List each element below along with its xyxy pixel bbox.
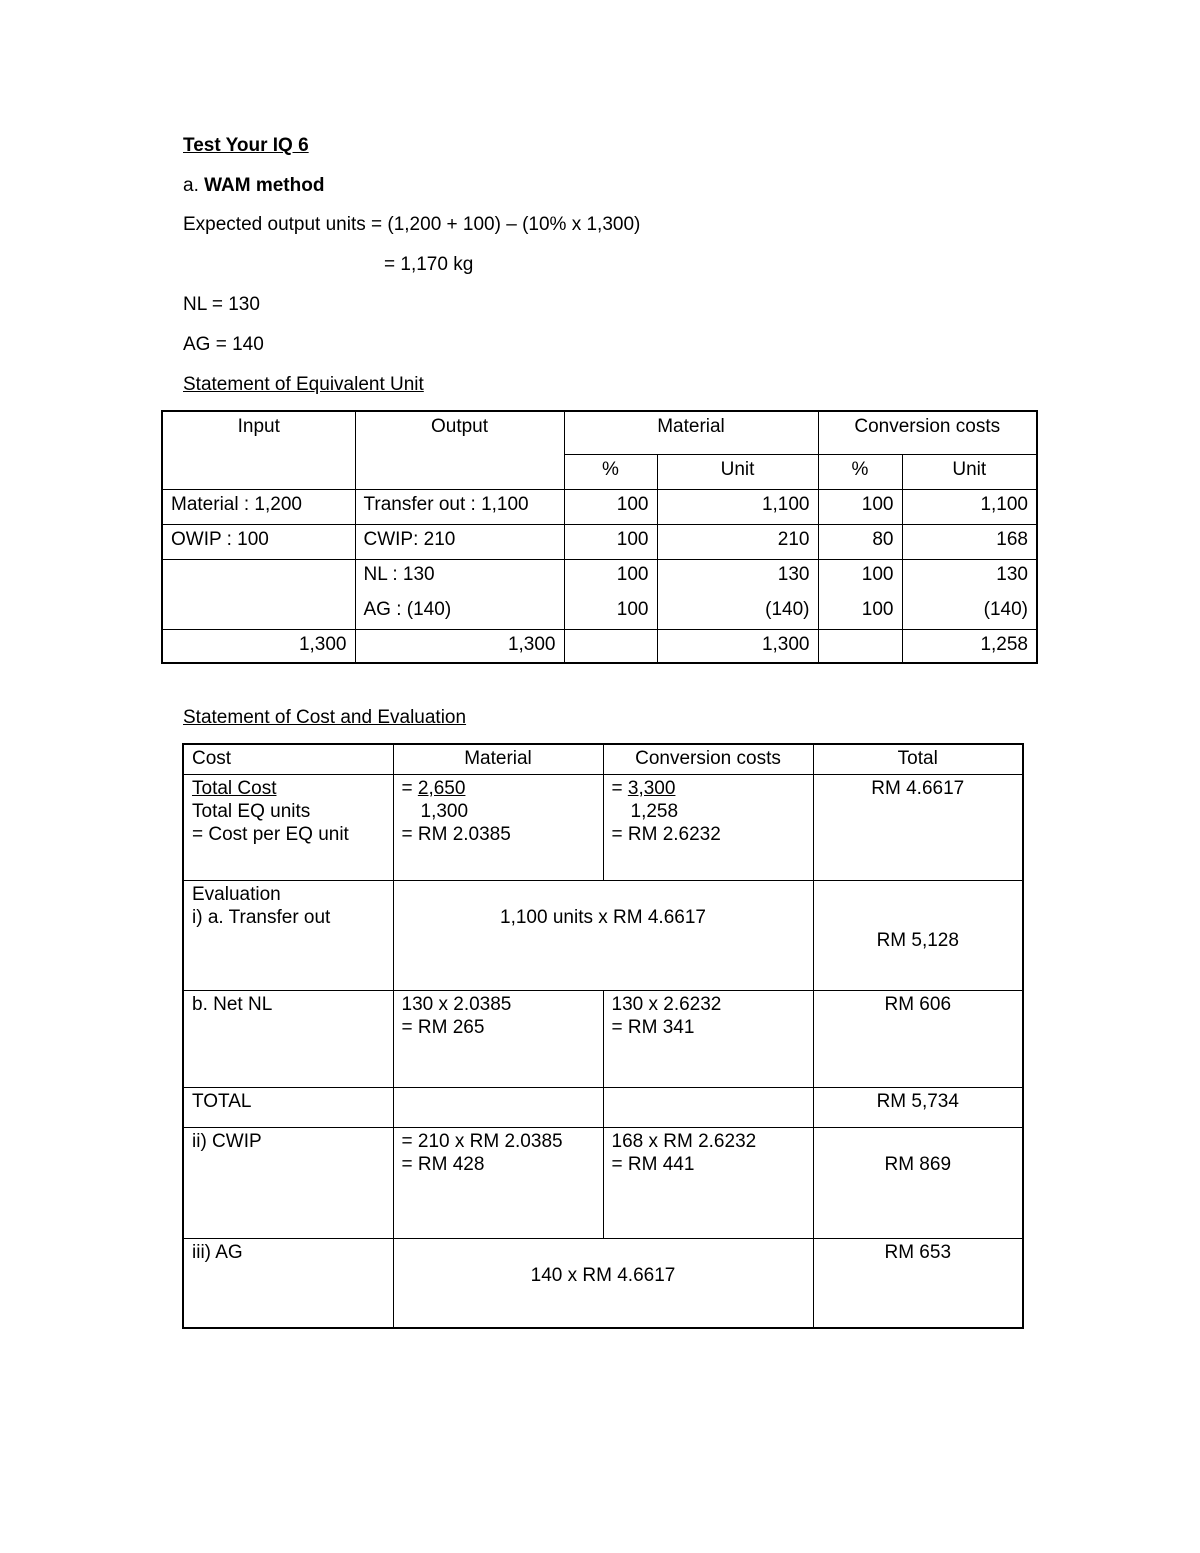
- material-unit-nl: 130: [777, 563, 810, 585]
- cpu-labels: [183, 774, 393, 880]
- conversion-pct-ag: 100: [861, 598, 894, 620]
- method-prefix: a.: [183, 175, 205, 196]
- total-material-unit: 1,300: [657, 629, 818, 663]
- grand-total-material: [393, 1087, 603, 1127]
- cell-material-pct: 100: [564, 489, 657, 524]
- material-cost-per-unit: = RM 2.0385: [401, 823, 511, 845]
- cell-material-unit: 1,100: [657, 489, 818, 524]
- header-conversion: Conversion costs: [818, 411, 1037, 454]
- net-nl-conversion-result: = RM 341: [611, 1016, 695, 1038]
- net-nl-material-result: = RM 265: [401, 1016, 485, 1038]
- label-net-nl: b. Net NL: [183, 990, 393, 1087]
- label-grand-total: TOTAL: [183, 1087, 393, 1127]
- cost-evaluation-title: Statement of Cost and Evaluation: [183, 707, 467, 728]
- ag-row: [183, 1238, 1023, 1328]
- nl-line: NL = 130: [183, 294, 260, 315]
- cell-material-pct: [564, 559, 657, 629]
- grand-total-conversion: [603, 1087, 813, 1127]
- material-eq-units: 1,300: [420, 800, 469, 822]
- evaluation-row: [183, 880, 1023, 990]
- conversion-cost-per-unit: = RM 2.6232: [611, 823, 721, 845]
- transfer-out-amount: RM 5,128: [876, 929, 959, 951]
- expected-output-result: = 1,170 kg: [384, 254, 474, 275]
- equivalent-unit-title: Statement of Equivalent Unit: [183, 374, 424, 395]
- header-material-pct: %: [564, 454, 657, 489]
- header-material: Material: [564, 411, 818, 454]
- output-nl: NL : 130: [363, 563, 435, 585]
- header-conversion-pct: %: [818, 454, 902, 489]
- material-pct-ag: 100: [616, 598, 649, 620]
- table-row: [162, 524, 1037, 559]
- header-material-unit: Unit: [657, 454, 818, 489]
- cwip-total: [813, 1127, 1023, 1238]
- ag-total: RM 653: [813, 1238, 1023, 1328]
- net-nl-conversion-calc: 130 x 2.6232: [611, 993, 722, 1015]
- cell-conversion-pct: 100: [818, 489, 902, 524]
- label-ag: iii) AG: [183, 1238, 393, 1328]
- cwip-conversion: [603, 1127, 813, 1238]
- cpu-material: [393, 774, 603, 880]
- header-cost: Cost: [183, 744, 393, 774]
- conversion-eq-units: 1,258: [630, 800, 679, 822]
- cell-conversion-unit: [902, 559, 1037, 629]
- ag-formula: 140 x RM 4.6617: [530, 1264, 676, 1286]
- net-nl-material: [393, 990, 603, 1087]
- header-material: Material: [393, 744, 603, 774]
- label-total-eq-units: Total EQ units: [192, 800, 311, 822]
- label-transfer-out: i) a. Transfer out: [192, 906, 331, 928]
- cwip-amount: RM 869: [884, 1153, 952, 1175]
- cpu-total: RM 4.6617: [813, 774, 1023, 880]
- label-evaluation: Evaluation: [192, 883, 281, 905]
- total-conversion-unit: 1,258: [902, 629, 1037, 663]
- material-unit-ag: (140): [765, 598, 810, 620]
- cwip-material-calc: = 210 x RM 2.0385: [401, 1130, 563, 1152]
- cell-conversion-pct: 80: [818, 524, 902, 559]
- cwip-material: [393, 1127, 603, 1238]
- header-conversion-unit: Unit: [902, 454, 1037, 489]
- output-ag: AG : (140): [363, 598, 452, 620]
- cwip-row: [183, 1127, 1023, 1238]
- ag-calc: [393, 1238, 813, 1328]
- grand-total-amount: RM 5,734: [813, 1087, 1023, 1127]
- conversion-unit-nl: 130: [996, 563, 1028, 585]
- cell-conversion-unit: 1,100: [902, 489, 1037, 524]
- transfer-out-total: [813, 880, 1023, 990]
- cwip-conversion-result: = RM 441: [611, 1153, 695, 1175]
- method-label: WAM method: [204, 175, 325, 196]
- cell-output: Transfer out : 1,100: [355, 489, 564, 524]
- expected-output-formula: Expected output units = (1,200 + 100) – (10% x 1,300): [183, 214, 641, 235]
- cell-conversion-unit: 168: [902, 524, 1037, 559]
- conversion-unit-ag: (140): [983, 598, 1028, 620]
- material-total-cost: 2,650: [417, 777, 466, 799]
- total-input: 1,300: [162, 629, 355, 663]
- cell-output: [355, 559, 564, 629]
- material-pct-nl: 100: [616, 563, 649, 585]
- label-total-cost: Total Cost: [192, 777, 277, 799]
- cpu-conversion: [603, 774, 813, 880]
- table-row: [162, 489, 1037, 524]
- cell-material-unit: 210: [657, 524, 818, 559]
- label-cost-per-eq-unit: = Cost per EQ unit: [192, 823, 349, 845]
- method-line: [183, 175, 324, 197]
- total-output: 1,300: [355, 629, 564, 663]
- total-row: [162, 629, 1037, 663]
- cell-material-pct: 100: [564, 524, 657, 559]
- conversion-pct-nl: 100: [861, 563, 894, 585]
- conversion-eq-sign: =: [611, 777, 628, 799]
- cost-evaluation-table: [182, 743, 1024, 1329]
- header-total: Total: [813, 744, 1023, 774]
- material-eq-sign: =: [401, 777, 418, 799]
- cwip-conversion-calc: 168 x RM 2.6232: [611, 1130, 757, 1152]
- evaluation-labels: [183, 880, 393, 990]
- label-cwip: ii) CWIP: [183, 1127, 393, 1238]
- cell-input: Material : 1,200: [162, 489, 355, 524]
- cell-conversion-pct: [818, 559, 902, 629]
- net-nl-total: RM 606: [813, 990, 1023, 1087]
- cell-input: OWIP : 100: [162, 524, 355, 559]
- net-nl-row: [183, 990, 1023, 1087]
- cell-input: [162, 559, 355, 629]
- grand-total-row: [183, 1087, 1023, 1127]
- page-title: Test Your IQ 6: [183, 135, 309, 156]
- header-conversion: Conversion costs: [603, 744, 813, 774]
- cost-per-unit-row: [183, 774, 1023, 880]
- cwip-material-result: = RM 428: [401, 1153, 485, 1175]
- equivalent-unit-table: [161, 410, 1038, 664]
- cell-output: CWIP: 210: [355, 524, 564, 559]
- transfer-out-calc: [393, 880, 813, 990]
- transfer-out-formula: 1,100 units x RM 4.6617: [500, 906, 706, 928]
- total-conversion-pct: [818, 629, 902, 663]
- header-input: Input: [162, 411, 355, 489]
- net-nl-material-calc: 130 x 2.0385: [401, 993, 512, 1015]
- net-nl-conversion: [603, 990, 813, 1087]
- ag-line: AG = 140: [183, 334, 264, 355]
- cell-material-unit: [657, 559, 818, 629]
- table-row: [162, 559, 1037, 629]
- header-output: Output: [355, 411, 564, 489]
- total-material-pct: [564, 629, 657, 663]
- conversion-total-cost: 3,300: [627, 777, 676, 799]
